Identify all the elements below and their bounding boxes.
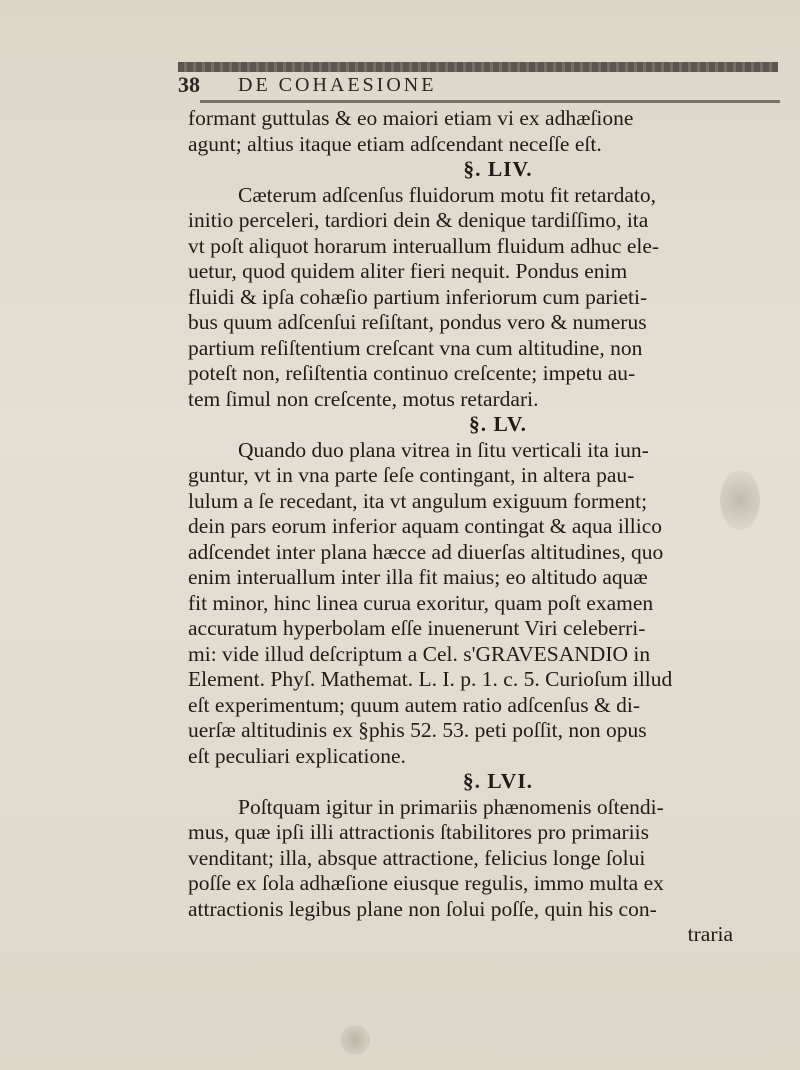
text-line: eſt experimentum; quum autem ratio adſcenſus & di- — [188, 692, 640, 717]
section-heading: §. LV. — [469, 412, 527, 436]
text-line: mi: vide illud deſcriptum a Cel. s'GRAVESANDIO in — [188, 641, 651, 666]
text-line: eſt peculiari explicatione. — [188, 743, 406, 768]
paper-blemish — [720, 470, 760, 530]
page-header — [178, 72, 778, 100]
paragraph-first-line: Poſtquam igitur in primariis phænomenis oſtendi- — [238, 794, 664, 819]
header-underline — [200, 100, 780, 103]
text-line: attractionis legibus plane non ſolui poſſe, quin his con- — [188, 896, 657, 921]
text-line: adſcendet inter plana hæcce ad diuerſas altitudines, quo — [188, 539, 664, 564]
text-line: accuratum hyperbolam eſſe inuenerunt Viri celeberri- — [188, 616, 646, 640]
text-line: agunt; altius itaque etiam adſcendant neceſſe eſt. — [188, 131, 602, 156]
section-heading: §. LIV. — [463, 157, 533, 181]
text-line: Element. Phyſ. Mathemat. L. I. p. 1. c. 5. Curioſum illud — [188, 667, 673, 691]
section-heading: §. LVI. — [462, 769, 534, 793]
text-line: poteſt non, reſiſtentia continuo creſcente; impetu au- — [188, 361, 636, 385]
text-line: bus quum adſcenſui reſiſtant, pondus vero & numerus — [188, 310, 647, 334]
text-line: mus, quæ ipſi illi attractionis ſtabilitores pro primariis — [188, 820, 650, 844]
text-line: uetur, quod quidem aliter fieri nequit. Pondus enim — [188, 259, 628, 283]
catchword: traria — [687, 922, 733, 946]
text-line: tem ſimul non creſcente, motus retardari. — [188, 386, 539, 411]
text-line: fluidi & ipſa cohæſio partium inferiorum cum parieti- — [188, 284, 648, 309]
page-number: 38 — [178, 72, 200, 97]
text-line: lulum a ſe recedant, ita vt angulum exiguum forment; — [188, 488, 648, 513]
text-line: partium reſiſtentium creſcant vna cum altitudine, non — [188, 335, 643, 360]
ink-stain — [340, 1025, 370, 1055]
running-head: DE COHAESIONE — [238, 74, 437, 96]
text-line: vt poſt aliquot horarum interuallum fluidum adhuc ele- — [188, 233, 660, 258]
text-line: uerſæ altitudinis ex §phis 52. 53. peti poſſit, non opus — [188, 718, 647, 742]
paragraph-first-line: Cæterum adſcenſus fluidorum motu fit retardato, — [238, 182, 656, 207]
text-line: venditant; illa, absque attractione, felicius longe ſolui — [188, 845, 646, 870]
header-ornament-rule — [178, 62, 778, 72]
text-line: guntur, vt in vna parte ſeſe contingant, in altera pau- — [188, 463, 635, 487]
text-line: poſſe ex ſola adhæſione eiusque regulis, immo multa ex — [188, 871, 664, 895]
text-line: dein pars eorum inferior aquam contingat & aqua illico — [188, 514, 663, 538]
text-line: initio perceleri, tardiori dein & denique tardiſſimo, ita — [188, 208, 649, 232]
body-text — [188, 106, 788, 948]
paragraph-first-line: Quando duo plana vitrea in ſitu verticali ita iun- — [238, 437, 649, 462]
text-line: enim interuallum inter illa fit maius; eo altitudo aquæ — [188, 565, 648, 589]
text-line: fit minor, hinc linea curua exoritur, quam poſt examen — [188, 590, 654, 615]
text-line: formant guttulas & eo maiori etiam vi ex adhæſione — [188, 106, 634, 130]
